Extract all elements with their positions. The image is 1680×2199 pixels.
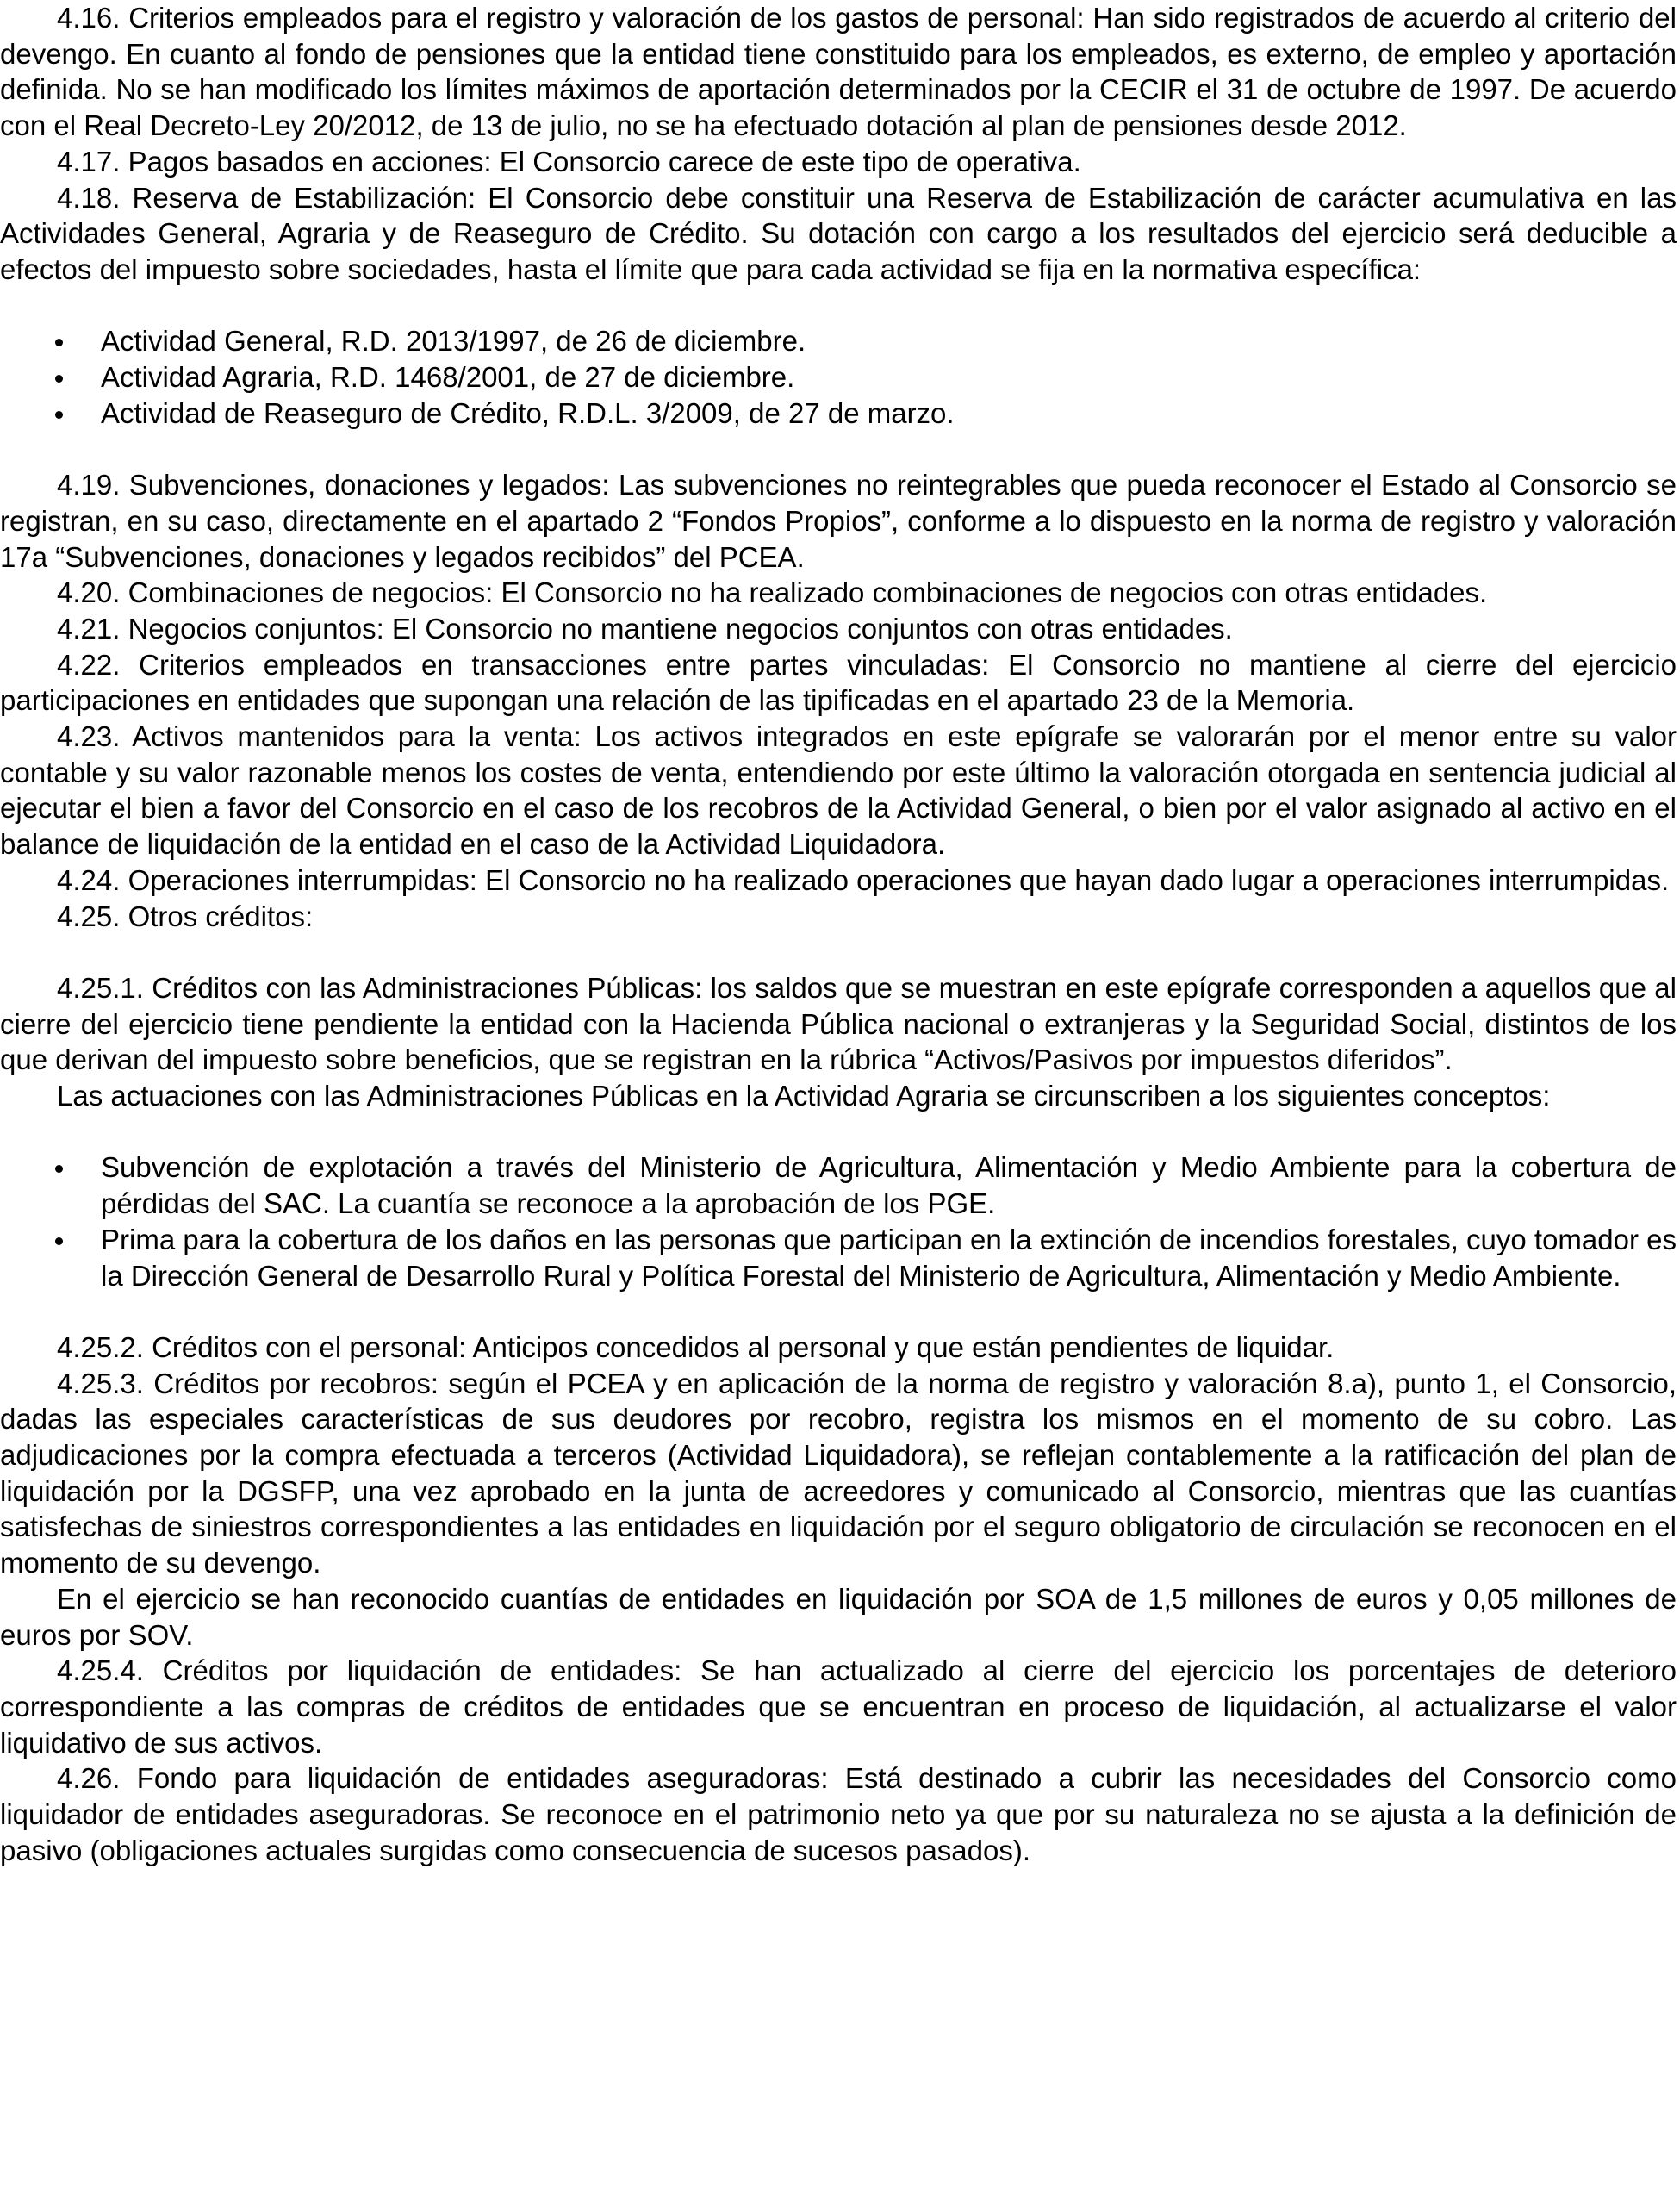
- paragraph-4-18: 4.18. Reserva de Estabilización: El Consorcio debe constituir una Reserva de Estabilización de carácter acumulativa en las Actividades General, Agraria y de Reaseguro de Crédito. Su dotación con cargo a los resultados del ejercicio será deducible a efectos del impuesto sobre sociedades, hasta el límite que para cada actividad se fija en la normativa específica:: [0, 181, 1677, 285]
- bullet-icon: [55, 339, 63, 346]
- paragraph-4-21: 4.21. Negocios conjuntos: El Consorcio no mantiene negocios conjuntos con otras entidades.: [57, 612, 1233, 645]
- bullet-icon: [55, 375, 63, 383]
- list-item: [0, 359, 1677, 396]
- list-item-text: Prima para la cobertura de los daños en las personas que participan en la extinción de incendios forestales, cuyo tomador es la Dirección General de Desarrollo Rural y Política Forestal del Ministerio de Agricultura, Alimentación y Medio Ambiente.: [101, 1223, 1677, 1292]
- paragraph-agrarian-actions: Las actuaciones con las Administraciones Públicas en la Actividad Agraria se circunscriben a los siguientes conceptos:: [57, 1080, 1551, 1112]
- list-item: [0, 323, 1677, 359]
- spacer: [0, 431, 1677, 467]
- list-item: [0, 1222, 1677, 1293]
- paragraph-4-25-4: 4.25.4. Créditos por liquidación de entidades: Se han actualizado al cierre del ejercicio los porcentajes de deterioro correspondiente a las compras de créditos de entidades que se encuentran en proceso de liquidación, al actualizarse el valor liquidativo de sus activos.: [0, 1654, 1677, 1759]
- paragraph-4-25-3: 4.25.3. Créditos por recobros: según el PCEA y en aplicación de la norma de registro y valoración 8.a), punto 1, el Consorcio, dadas las especiales características de sus deudores por recobro, registra los mismos en el momento de su cobro. Las adjudicaciones por la compra efectuada a terceros (Actividad Liquidadora), se reflejan contablemente a la ratificación del plan de liquidación por la DGSFP, una vez aprobado en la junta de acreedores y comunicado al Consorcio, mientras que las cuantías satisfechas de siniestros correspondientes a las entidades en liquidación por el seguro obligatorio de circulación se reconocen en el momento de su devengo.: [0, 1367, 1677, 1579]
- list-item-text: Subvención de explotación a través del Ministerio de Agricultura, Alimentación y Medio Ambiente para la cobertura de pérdidas del SAC. La cuantía se reconoce a la aprobación de los PGE.: [101, 1151, 1677, 1220]
- paragraph-recognized-amounts: En el ejercicio se han reconocido cuantías de entidades en liquidación por SOA de 1,5 millones de euros y 0,05 millones de euros por SOV.: [0, 1582, 1677, 1651]
- paragraph-4-25: 4.25. Otros créditos:: [57, 900, 314, 932]
- agrarian-concepts-list: [0, 1149, 1677, 1293]
- bullet-icon: [55, 1165, 63, 1173]
- bullet-icon: [55, 1237, 63, 1245]
- list-item: [0, 396, 1677, 432]
- paragraph-4-16: 4.16. Criterios empleados para el registro y valoración de los gastos de personal: Han sido registrados de acuerdo al criterio del devengo. En cuanto al fondo de pensiones que la entidad tiene constituido para los empleados, es externo, de empleo y aportación definida. No se han modificado los límites máximos de aportación determinados por la CECIR el 31 de octubre de 1997. De acuerdo con el Real Decreto-Ley 20/2012, de 13 de julio, no se ha efectuado dotación al plan de pensiones desde 2012.: [0, 2, 1677, 142]
- spacer: [0, 934, 1677, 970]
- paragraph-4-25-2: 4.25.2. Créditos con el personal: Anticipos concedidos al personal y que están pendientes de liquidar.: [57, 1330, 1335, 1363]
- list-item-text: Actividad de Reaseguro de Crédito, R.D.L. 3/2009, de 27 de marzo.: [101, 396, 955, 429]
- bullet-icon: [55, 411, 63, 419]
- paragraph-4-25-1: 4.25.1. Créditos con las Administraciones Públicas: los saldos que se muestran en este epígrafe corresponden a aquellos que al cierre del ejercicio tiene pendiente la entidad con la Hacienda Pública nacional o extranjeras y la Seguridad Social, distintos de los que derivan del impuesto sobre beneficios, que se registran en la rúbrica “Activos/Pasivos por impuestos diferidos”.: [0, 971, 1677, 1076]
- spacer: [0, 288, 1677, 324]
- paragraph-4-17: 4.17. Pagos basados en acciones: El Consorcio carece de este tipo de operativa.: [57, 145, 1081, 178]
- paragraph-4-22: 4.22. Criterios empleados en transacciones entre partes vinculadas: El Consorcio no mantiene al cierre del ejercicio participaciones en entidades que supongan una relación de las tipificadas en el apartado 23 de la Memoria.: [0, 648, 1677, 717]
- paragraph-4-20: 4.20. Combinaciones de negocios: El Consorcio no ha realizado combinaciones de negocios con otras entidades.: [57, 576, 1488, 609]
- paragraph-4-19: 4.19. Subvenciones, donaciones y legados: Las subvenciones no reintegrables que pueda reconocer el Estado al Consorcio se registran, en su caso, directamente en el apartado 2 “Fondos Propios”, conforme a lo dispuesto en la norma de registro y valoración 17a “Subvenciones, donaciones y legados recibidos” del PCEA.: [0, 469, 1677, 573]
- spacer: [0, 1293, 1677, 1330]
- paragraph-4-24: 4.24. Operaciones interrumpidas: El Consorcio no ha realizado operaciones que hayan dado lugar a operaciones interrumpidas.: [57, 863, 1670, 896]
- paragraph-4-26: 4.26. Fondo para liquidación de entidades aseguradoras: Está destinado a cubrir las necesidades del Consorcio como liquidador de entidades aseguradoras. Se reconoce en el patrimonio neto ya que por su naturaleza no se ajusta a la definición de pasivo (obligaciones actuales surgidas como consecuencia de sucesos pasados).: [0, 1762, 1677, 1866]
- list-item: [0, 1149, 1677, 1221]
- list-item-text: Actividad Agraria, R.D. 1468/2001, de 27 de diciembre.: [101, 361, 795, 394]
- list-item-text: Actividad General, R.D. 2013/1997, de 26 de diciembre.: [101, 325, 806, 358]
- stabilization-reserve-list: [0, 323, 1677, 431]
- paragraph-4-23: 4.23. Activos mantenidos para la venta: Los activos integrados en este epígrafe se valorarán por el menor entre su valor contable y su valor razonable menos los costes de venta, entendiendo por este último la valoración otorgada en sentencia judicial al ejecutar el bien a favor del Consorcio en el caso de los recobros de la Actividad General, o bien por el valor asignado al activo en el balance de liquidación de la entidad en el caso de la Actividad Liquidadora.: [0, 720, 1677, 861]
- spacer: [0, 1114, 1677, 1150]
